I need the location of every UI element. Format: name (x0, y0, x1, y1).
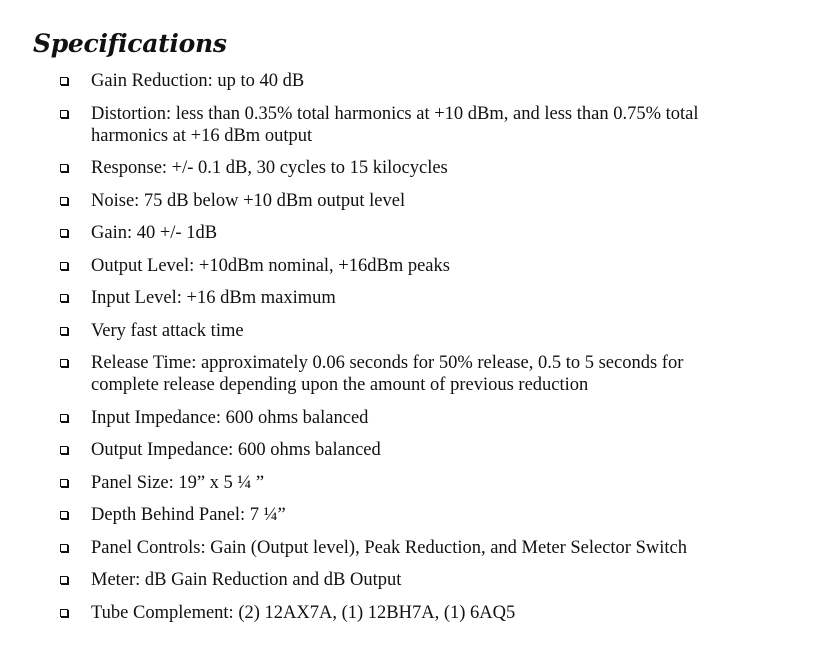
square-bullet-icon (60, 359, 68, 367)
spec-text: Release Time: approximately 0.06 seconds for 50% release, 0.5 to 5 seconds for complete release depending upon the amount of previous reduction (91, 353, 684, 395)
spec-text: Panel Controls: Gain (Output level), Peak Reduction, and Meter Selector Switch (91, 537, 687, 558)
list-item (0, 190, 751, 212)
spec-text: Gain Reduction: up to 40 dB (91, 71, 305, 91)
list-item (0, 70, 751, 92)
square-bullet-icon (60, 77, 68, 85)
square-bullet-icon (60, 414, 68, 422)
list-item (0, 569, 751, 591)
square-bullet-icon (60, 511, 68, 519)
square-bullet-icon (60, 609, 68, 617)
spec-text: Input Level: +16 dBm maximum (91, 288, 336, 308)
square-bullet-icon (60, 327, 68, 335)
specifications-list (0, 70, 814, 624)
spec-text: Noise: 75 dB below +10 dBm output level (91, 190, 406, 211)
square-bullet-icon (60, 544, 68, 552)
list-item (0, 222, 751, 244)
list-item (0, 103, 751, 147)
list-item (0, 157, 751, 179)
list-item (0, 537, 751, 559)
list-item (0, 255, 751, 277)
list-item (0, 407, 751, 429)
square-bullet-icon (60, 229, 68, 237)
spec-text: Response: +/- 0.1 dB, 30 cycles to 15 kilocycles (91, 158, 448, 178)
list-item (0, 472, 751, 494)
list-item (0, 504, 751, 526)
spec-text: Very fast attack time (91, 320, 244, 341)
list-item (0, 287, 751, 309)
spec-text: Panel Size: 19” x 5 ¼ ” (91, 472, 265, 493)
list-item (0, 320, 751, 342)
spec-text: Gain: 40 +/- 1dB (91, 223, 218, 243)
list-item (0, 352, 751, 396)
spec-text: Meter: dB Gain Reduction and dB Output (91, 570, 402, 590)
square-bullet-icon (60, 446, 68, 454)
list-item (0, 602, 751, 624)
spec-text: Output Impedance: 600 ohms balanced (91, 440, 381, 460)
square-bullet-icon (60, 294, 68, 302)
square-bullet-icon (60, 164, 68, 172)
square-bullet-icon (60, 110, 68, 118)
square-bullet-icon (60, 262, 68, 270)
square-bullet-icon (60, 576, 68, 584)
spec-text: Distortion: less than 0.35% total harmonics at +10 dBm, and less than 0.75% total harmonics at +16 dBm output (91, 103, 699, 146)
square-bullet-icon (60, 479, 68, 487)
spec-text: Tube Complement: (2) 12AX7A, (1) 12BH7A, (1) 6AQ5 (91, 602, 516, 623)
square-bullet-icon (60, 197, 68, 205)
list-item (0, 439, 751, 461)
spec-text: Depth Behind Panel: 7 ¼” (91, 505, 286, 525)
page-title: Specifications (33, 29, 227, 58)
spec-text: Input Impedance: 600 ohms balanced (91, 407, 369, 428)
spec-text: Output Level: +10dBm nominal, +16dBm peaks (91, 255, 450, 276)
